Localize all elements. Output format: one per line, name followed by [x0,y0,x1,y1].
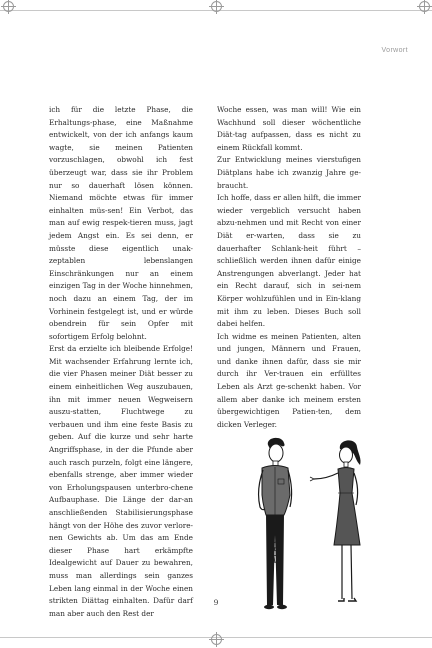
page-number: 9 [213,598,219,607]
registration-mark-top-left [3,1,14,12]
couple-illustration [238,435,380,615]
paragraph: Erst da erzielte ich bleibende Erfolge! Mit wachsender Erfahrung lernte ich, die vier Phasen meiner Diät besser zu einem einheitlichen Weg auszubauen, ihn mit immer neuen Wegweisern auszu-statten, Fluchtwege zu verbauen und ihm eine feste Basis zu geben. Auf die kurze und sehr harte Angriffsphase, in der die Pfunde aber auch rasch purzeln, folgt eine längere, ebenfalls strenge, aber immer wieder von Erholungspausen unterbro-chene Aufbauphase. Die Länge der dar-an anschließenden Stabilisierungsphase hängt von der Höhe des zuvor verlore-nen Gewichts ab. Um das am Ende dieser Phase hart erkämpfte Idealgewicht auf Dauer zu bewahren, muss man allerdings sein ganzes Leben lang einmal in der Woche einen strikten Diättag einhalten. Dafür darf man aber auch den Rest der [49,344,193,618]
paragraph: Ich hoffe, dass er allen hilft, die immer wieder vergeblich versucht haben abzu-nehmen und mit Recht von einer Diät er-warten, dass sie zu dauerhafter Schlank-heit führt – schließlich werden ihnen dafür einige Anstrengungen abverlangt. Jeder hat ein Recht darauf, sich in sei-nem Körper wohlzufühlen und in Ein-klang mit ihm zu leben. Dieses Buch soll dabei helfen. [217,193,361,329]
registration-mark-top-right [419,1,430,12]
paragraph: Zur Entwicklung meines vierstufigen Diätplans habe ich zwanzig Jahre ge-braucht. [217,155,361,190]
paragraph: Woche essen, was man will! Wie ein Wachhund soll dieser wöchentliche Diät-tag aufpassen, dass es nicht zu einem Rückfall kommt. [217,105,361,152]
paragraph: ich für die letzte Phase, die Erhaltungs-phase, eine Maßnahme entwickelt, von der ich anfangs kaum wagte, sie meinen Patienten vorzuschlagen, obwohl ich fest überzeugt war, dass sie ihr Problem nur so dauerhaft lösen können. Niemand möchte etwas für immer einhalten müs-sen! Ein Verbot, das man auf ewig respek-tieren muss, jagt jedem Angst ein. Es sei denn, er müsste diese eigentlich unak-zeptablen lebenslangen Einschränkungen nur an einem einzigen Tag in der Woche hinnehmen, noch dazu an einem Tag, der im Vorhinein festgelegt ist, und er würde obendrein für sein Opfer mit sofortigem Erfolg belohnt. [49,105,193,341]
registration-mark-top-center [211,1,222,12]
right-text-column [217,104,361,431]
running-head: Vorwort [381,47,408,54]
left-text-column [49,104,193,620]
woman-figure [310,440,361,601]
paragraph: Ich widme es meinen Patienten, alten und jungen, Männern und Frauen, und danke ihnen dafür, dass sie mir durch ihr Ver-trauen ein erfülltes Leben als Arzt ge-schenkt haben. Vor allem aber danke ich meinem ersten übergewichtigen Patien-ten, dem dicken Verleger. [217,331,361,429]
man-figure [259,438,292,609]
registration-mark-bottom-center [211,634,222,645]
